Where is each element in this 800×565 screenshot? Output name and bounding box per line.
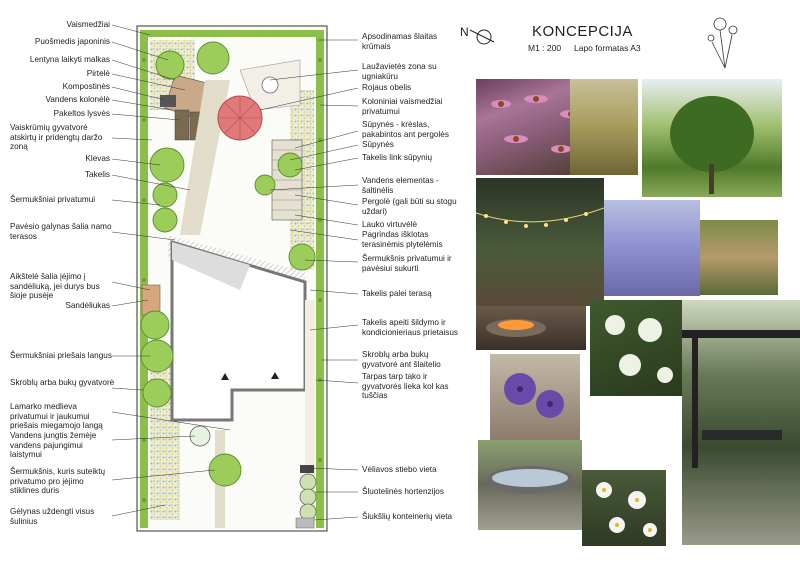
label-water-element: Vandens elementas - šaltinėlis: [362, 176, 439, 195]
label-hedge-slope: Skroblų arba bukų gyvatvorė ant šlaitelio: [362, 350, 441, 369]
label-flagpole: Vėliavos stiebo vieta: [362, 465, 437, 474]
label-slope-shrubs: Apsodinamas šlaitas krūmais: [362, 32, 438, 51]
photo-firepit-bowl: [476, 306, 586, 350]
label-sauna: Pirtelė: [86, 69, 110, 78]
dandelion-icon: [700, 10, 750, 70]
label-rowan-entry: Šermukšnis, kuris suteiktų privatumo pro įėjimo stiklines duris: [10, 467, 106, 495]
label-flowerbed-wells: Gėlynas uždengti visus šulinius: [10, 507, 95, 526]
label-entry-area: Aikštelė šalia įėjimo į sandėliuką, jei durys bus šioje pusėje: [10, 272, 100, 300]
label-raised-beds: Pakeltos lysvės: [53, 109, 110, 118]
bins: [296, 518, 314, 528]
label-paradise-apple: Rojaus obelis: [362, 83, 412, 92]
photo-geranium: [490, 354, 580, 442]
format-text: Lapo formatas A3: [574, 43, 641, 53]
label-fruit-hedge: Vaiskrūmių gyvatvorė atskirtų ir pridengtų daržo zoną: [10, 123, 103, 151]
photo-white-asters: [582, 470, 666, 546]
north-arrow-icon: [458, 20, 498, 50]
label-fruit-trees: Vaismedžiai: [66, 20, 110, 29]
label-terrace-tiles: Pagrindas išklotas terasinėmis plytelėmis: [362, 230, 443, 249]
label-shade-end: Pavėsio galynas šalia namo terasos: [10, 222, 112, 241]
photo-water-bowl: [478, 440, 582, 530]
label-rowans-privacy: Šermukšniai privatumui: [10, 195, 96, 204]
scale-text: M1 : 200: [528, 43, 562, 53]
photo-lavender: [604, 200, 700, 296]
label-path-hvac: Takelis apeiti šildymo ir kondicionieriaus prietaisus: [362, 318, 459, 337]
photo-firepit-lights: [476, 178, 604, 306]
label-bins: Šiukšlių konteinerių vieta: [362, 512, 453, 521]
label-compost: Kompostinės: [62, 82, 110, 91]
compost-1: [160, 95, 176, 107]
label-outdoor-kitchen: Lauko virtuvėlė: [362, 220, 418, 229]
label-maple: Klevas: [85, 154, 110, 163]
raised-beds: [175, 110, 189, 140]
label-water-column: Vandens kolonėlė: [45, 95, 110, 104]
label-rowans-windows: Šermukšniai priešais langus: [10, 351, 112, 360]
page-title: KONCEPCIJA: [532, 23, 633, 40]
label-firepit-zone: Laužavietės zona su ugniakūru: [362, 62, 437, 81]
label-gap-empty: Tarpas tarp tako ir gyvatvorės lieka kol kas tuščias: [362, 372, 449, 400]
label-columnar-trees: Koloniniai vaismedžiai privatumui: [362, 97, 443, 116]
hedge-top: [148, 30, 316, 37]
svg-text:N: N: [460, 25, 469, 39]
label-swing-chair: Sūpynės - krėslas, pakabintos ant pergolės: [362, 120, 449, 139]
photo-ornamental-grass: [700, 220, 778, 295]
label-water-connection: Vandens jungtis žemėje vandens pajungimui laistymui: [10, 431, 97, 459]
flagpole: [300, 465, 314, 473]
label-path: Takelis: [84, 170, 110, 179]
label-swings: Sūpynės: [362, 140, 394, 149]
photo-tree: [642, 79, 782, 197]
label-serviceberry: Lamarko medlieva privatumui ir jaukumui priešais miegamojo langą: [10, 402, 103, 430]
hedge-right: [316, 30, 324, 528]
photo-grass: [570, 79, 638, 175]
label-path-terrace: Takelis palei terasą: [362, 289, 432, 298]
label-pergola: Pergolė (gali būti su stogu uždari): [362, 197, 457, 216]
shed: [142, 285, 160, 315]
label-hydrangeas: Šluotelinės hortenzijos: [362, 487, 444, 496]
label-shed: Sandėliukas: [65, 301, 110, 310]
photo-pergola-dining: [682, 300, 800, 545]
label-path-to-swings: Takelis link sūpynių: [362, 153, 433, 162]
label-hornbeam-hedge: Skroblų arba bukų gyvatvorė: [10, 378, 115, 387]
label-rowan-shade: Šermukšnis privatumui ir pavėsiui sukurti: [362, 254, 452, 273]
label-firewood-shelf: Lentyna laikyti malkas: [29, 55, 110, 64]
hydrangeas: [300, 474, 316, 520]
photo-astrantia: [590, 300, 682, 396]
label-japanese-tree: Puošmedis japoninis: [34, 37, 110, 46]
